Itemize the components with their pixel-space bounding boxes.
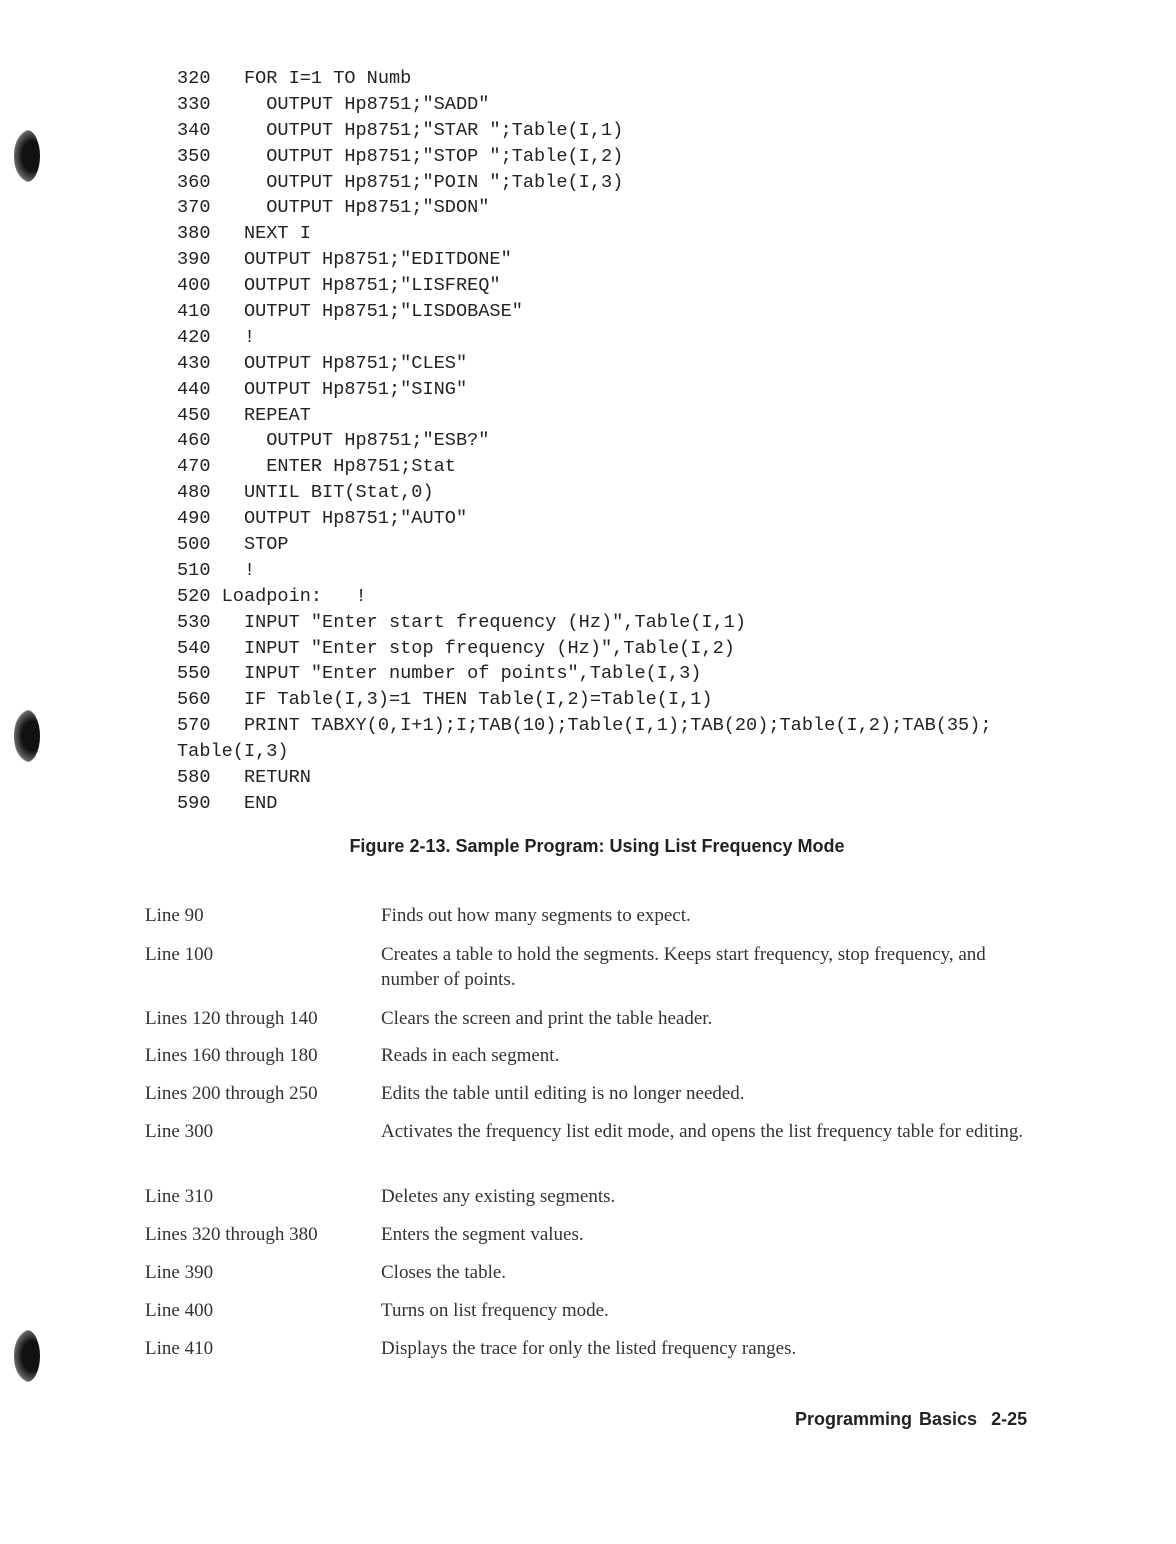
code-line	[177, 558, 992, 584]
code-text: INPUT "Enter stop frequency (Hz)",Table(I,2)	[243, 637, 735, 659]
line-number: 540	[177, 637, 211, 659]
description-row	[145, 1043, 1031, 1068]
code-text: RETURN	[243, 767, 311, 789]
code-text: OUTPUT Hp8751;"STAR ";Table(I,1)	[243, 119, 624, 141]
code-line	[177, 739, 992, 765]
line-number: 340	[177, 119, 211, 141]
line-number: 350	[177, 145, 211, 167]
code-text: OUTPUT Hp8751;"SDON"	[243, 197, 490, 219]
description-row	[145, 1006, 1031, 1031]
line-number: 320	[177, 68, 211, 89]
line-number: 550	[177, 663, 211, 685]
section-title: Programming Basics	[795, 1409, 978, 1429]
line-reference: Line 400	[145, 1300, 214, 1321]
line-explanation: Displays the trace for only the listed frequency ranges.	[381, 1338, 797, 1359]
line-explanation: Clears the screen and print the table header.	[381, 1008, 713, 1029]
line-explanation: Edits the table until editing is no longer needed.	[381, 1083, 745, 1104]
code-text: Table(I,3)	[177, 741, 289, 763]
code-text: INPUT "Enter number of points",Table(I,3)	[243, 663, 702, 685]
line-reference: Line 300	[145, 1121, 214, 1142]
line-number: 380	[177, 223, 211, 245]
description-row	[145, 1119, 1031, 1144]
code-line	[177, 610, 992, 636]
line-number: 520	[177, 585, 211, 607]
code-line	[177, 584, 992, 610]
code-text: OUTPUT Hp8751;"EDITDONE"	[243, 249, 512, 271]
line-reference: Line 390	[145, 1262, 214, 1283]
line-number: 370	[177, 197, 211, 219]
code-text: OUTPUT Hp8751;"ESB?"	[243, 430, 490, 452]
line-number: 390	[177, 249, 211, 271]
line-number: 530	[177, 611, 211, 633]
line-number: 560	[177, 689, 211, 711]
code-text: OUTPUT Hp8751;"STOP ";Table(I,2)	[243, 145, 624, 167]
code-text: FOR I=1 TO Numb	[243, 68, 412, 89]
line-explanation: Turns on list frequency mode.	[381, 1300, 609, 1321]
code-listing	[177, 66, 992, 817]
page-footer	[795, 1409, 1027, 1430]
code-line	[177, 92, 992, 118]
line-reference: Line 310	[145, 1186, 214, 1207]
description-row	[145, 903, 1031, 928]
line-explanation: Finds out how many segments to expect.	[381, 905, 691, 926]
code-text: OUTPUT Hp8751;"AUTO"	[243, 508, 468, 530]
line-explanation: Closes the table.	[381, 1262, 507, 1283]
line-explanation: Enters the segment values.	[381, 1224, 584, 1245]
line-explanation: Deletes any existing segments.	[381, 1186, 616, 1207]
code-line	[177, 791, 992, 817]
code-text: PRINT TABXY(0,I+1);I;TAB(10);Table(I,1);TAB(20);Table(I,2);TAB(35);	[243, 715, 992, 737]
line-number: 490	[177, 508, 211, 530]
description-row	[145, 1298, 1031, 1323]
code-line	[177, 636, 992, 662]
line-number: 400	[177, 275, 211, 297]
line-explanation: Creates a table to hold the segments. Keeps start frequency, stop frequency, and number of points.	[381, 944, 986, 990]
line-number: 440	[177, 378, 211, 400]
hole-punch-mark	[14, 130, 40, 182]
code-text: UNTIL BIT(Stat,0)	[243, 482, 434, 504]
hole-punch-mark	[14, 1330, 40, 1382]
description-row	[145, 942, 1031, 992]
code-line	[177, 687, 992, 713]
description-row	[145, 1081, 1031, 1106]
description-row	[145, 1184, 1031, 1209]
code-line	[177, 506, 992, 532]
description-row	[145, 1260, 1031, 1285]
code-line	[177, 480, 992, 506]
code-text: STOP	[243, 534, 289, 556]
line-number: 580	[177, 767, 211, 789]
code-line	[177, 144, 992, 170]
line-explanation: Activates the frequency list edit mode, and opens the list frequency table for editing.	[381, 1121, 1024, 1142]
line-number: 470	[177, 456, 211, 478]
line-explanation: Reads in each segment.	[381, 1045, 560, 1066]
code-text: OUTPUT Hp8751;"LISDOBASE"	[243, 301, 523, 323]
description-row	[145, 1336, 1031, 1361]
line-number: 480	[177, 482, 211, 504]
code-line	[177, 273, 992, 299]
line-reference: Line 90	[145, 905, 204, 926]
line-number: 460	[177, 430, 211, 452]
line-number: 430	[177, 352, 211, 374]
line-reference: Lines 120 through 140	[145, 1008, 318, 1029]
code-line	[177, 428, 992, 454]
code-text: OUTPUT Hp8751;"LISFREQ"	[243, 275, 501, 297]
code-text: Loadpoin: !	[221, 585, 367, 607]
code-line	[177, 661, 992, 687]
code-line	[177, 247, 992, 273]
code-line	[177, 66, 992, 92]
code-text: IF Table(I,3)=1 THEN Table(I,2)=Table(I,1)	[243, 689, 713, 711]
code-text: OUTPUT Hp8751;"POIN ";Table(I,3)	[243, 171, 624, 193]
line-number: 330	[177, 93, 211, 115]
code-line	[177, 351, 992, 377]
page-number: 2-25	[991, 1409, 1028, 1429]
code-line	[177, 299, 992, 325]
code-text: INPUT "Enter start frequency (Hz)",Table(I,1)	[243, 611, 747, 633]
code-line	[177, 118, 992, 144]
hole-punch-mark	[14, 710, 40, 762]
code-text: !	[243, 559, 256, 581]
line-reference: Line 410	[145, 1338, 214, 1359]
line-number: 410	[177, 301, 211, 323]
code-line	[177, 221, 992, 247]
line-number: 570	[177, 715, 211, 737]
code-line	[177, 170, 992, 196]
code-line	[177, 325, 992, 351]
line-reference: Lines 320 through 380	[145, 1224, 318, 1245]
code-text: OUTPUT Hp8751;"SING"	[243, 378, 468, 400]
code-line	[177, 454, 992, 480]
code-line	[177, 377, 992, 403]
code-line	[177, 713, 992, 739]
line-reference: Lines 200 through 250	[145, 1083, 318, 1104]
code-text: !	[243, 326, 256, 348]
line-number: 590	[177, 792, 211, 814]
line-number: 360	[177, 171, 211, 193]
line-number: 420	[177, 326, 211, 348]
line-reference: Line 100	[145, 944, 214, 965]
code-text: REPEAT	[243, 404, 311, 426]
line-number: 510	[177, 559, 211, 581]
figure-caption: Figure 2-13. Sample Program: Using List Frequency Mode	[349, 836, 845, 856]
description-row	[145, 1222, 1031, 1247]
line-reference: Lines 160 through 180	[145, 1045, 318, 1066]
code-line	[177, 403, 992, 429]
code-line	[177, 765, 992, 791]
code-text: NEXT I	[243, 223, 311, 245]
code-text: END	[243, 792, 278, 814]
code-text: ENTER Hp8751;Stat	[243, 456, 456, 478]
code-text: OUTPUT Hp8751;"CLES"	[243, 352, 468, 374]
code-line	[177, 532, 992, 558]
line-number: 450	[177, 404, 211, 426]
line-number: 500	[177, 534, 211, 556]
code-text: OUTPUT Hp8751;"SADD"	[243, 93, 490, 115]
code-line	[177, 195, 992, 221]
